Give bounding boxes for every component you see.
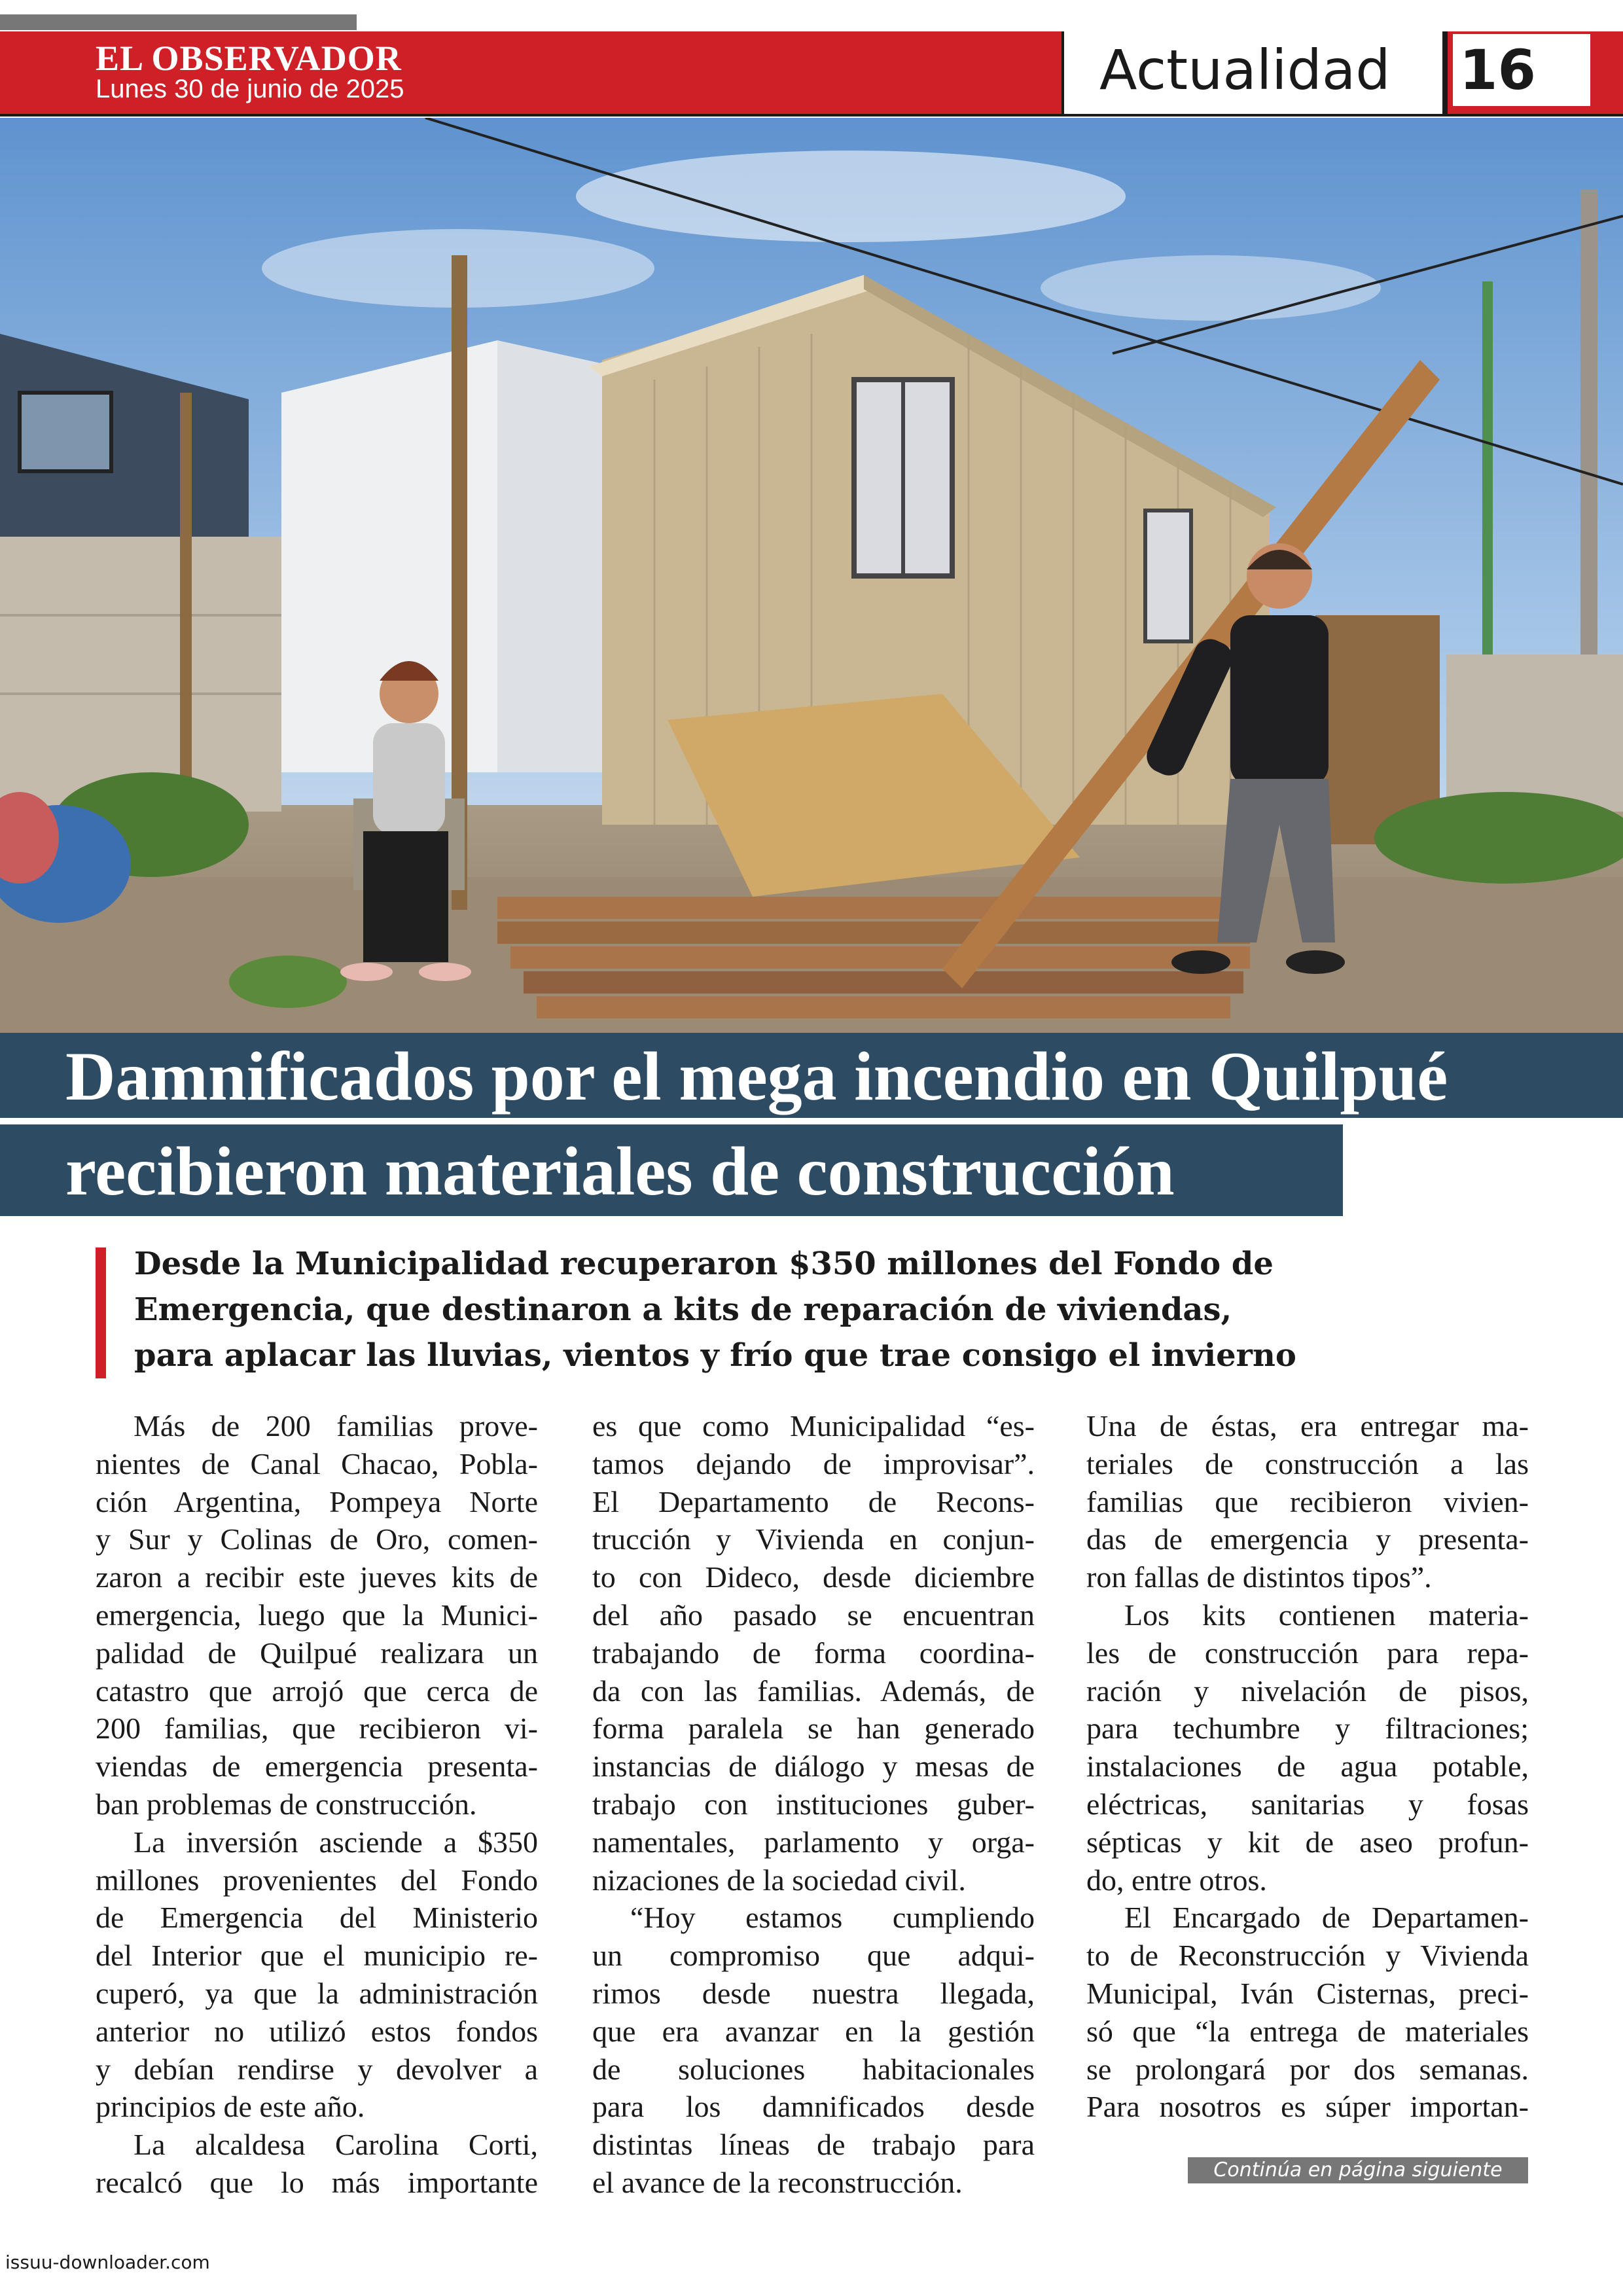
article-photo xyxy=(0,118,1623,1033)
body-line: millones provenientes del Fondo xyxy=(96,1863,538,1897)
body-line: del año pasado se encuentran xyxy=(592,1598,1035,1632)
body-line: namentales, parlamento y orga- xyxy=(592,1825,1035,1859)
body-line: emergencia, luego que la Munici- xyxy=(96,1598,538,1632)
body-column-2 xyxy=(592,1407,1035,2202)
headline-line-2: recibieron materiales de construcción xyxy=(65,1133,1175,1210)
body-line: Más de 200 familias prove- xyxy=(134,1409,538,1443)
body-line: para techumbre y filtraciones; xyxy=(1086,1712,1529,1746)
body-line: instancias de diálogo y mesas de xyxy=(592,1749,1035,1784)
body-line: ban problemas de construcción. xyxy=(96,1787,477,1821)
body-line: nizaciones de la sociedad civil. xyxy=(592,1863,966,1897)
body-line: del Interior que el municipio re- xyxy=(96,1939,538,1973)
body-line: ción Argentina, Pompeya Norte xyxy=(96,1484,538,1518)
body-line: El Encargado de Departamen- xyxy=(1124,1901,1529,1935)
continue-next-page-label: Continúa en página siguiente xyxy=(1188,2157,1528,2183)
body-line: to de Reconstrucción y Vivienda xyxy=(1086,1939,1529,1973)
body-line: el avance de la reconstrucción. xyxy=(592,2165,963,2199)
deck-line: para aplacar las lluvias, vientos y frío que trae consigo el invierno xyxy=(134,1337,1296,1374)
body-line: Para nosotros es súper importan- xyxy=(1086,2090,1529,2124)
photo-illustration xyxy=(0,118,1623,1033)
headline-line-1: Damnificados por el mega incendio en Quilpué xyxy=(65,1038,1448,1115)
page-number: 16 xyxy=(1453,34,1590,106)
body-line: familias que recibieron vivien- xyxy=(1086,1484,1529,1518)
body-line: cuperó, ya que la administración xyxy=(96,1976,538,2010)
body-line: sépticas y kit de aseo profun- xyxy=(1086,1825,1529,1859)
issue-date: Lunes 30 de junio de 2025 xyxy=(96,75,404,103)
body-line: zaron a recibir este jueves kits de xyxy=(96,1560,538,1594)
body-line: ración y nivelación de pisos, xyxy=(1086,1674,1529,1708)
deck-accent-bar xyxy=(96,1247,106,1378)
deck-line: Desde la Municipalidad recuperaron $350 millones del Fondo de xyxy=(134,1246,1274,1282)
section-name: Actualidad xyxy=(1099,38,1391,102)
body-line: teriales de construcción a las xyxy=(1086,1446,1529,1480)
body-line: 200 familias, que recibieron vi- xyxy=(96,1712,538,1746)
body-line: catastro que arrojó que cerca de xyxy=(96,1674,538,1708)
body-line: recalcó que lo más importante xyxy=(96,2165,538,2199)
body-line: trabajo con instituciones guber- xyxy=(592,1787,1035,1821)
body-line: La inversión asciende a $350 xyxy=(134,1825,538,1859)
body-line: de Emergencia del Ministerio xyxy=(96,1901,538,1935)
body-column-3 xyxy=(1086,1407,1529,2126)
body-line: les de construcción para repa- xyxy=(1086,1636,1529,1670)
body-line: ron fallas de distintos tipos”. xyxy=(1086,1560,1432,1594)
body-line: trucción y Vivienda en conjun- xyxy=(592,1522,1035,1556)
body-line: Municipal, Iván Cisternas, preci- xyxy=(1086,1976,1529,2010)
body-line: es que como Municipalidad “es- xyxy=(592,1409,1035,1443)
body-line: viendas de emergencia presenta- xyxy=(96,1749,538,1784)
body-line: un compromiso que adqui- xyxy=(592,1939,1035,1973)
article-deck xyxy=(134,1241,1561,1378)
body-line: palidad de Quilpué realizara un xyxy=(96,1636,538,1670)
body-line: para los damnificados desde xyxy=(592,2090,1035,2124)
body-line: “Hoy estamos cumpliendo xyxy=(630,1901,1035,1935)
body-line: rimos desde nuestra llegada, xyxy=(592,1976,1035,2010)
body-line: tamos dejando de improvisar”. xyxy=(592,1446,1035,1480)
body-line: La alcaldesa Carolina Corti, xyxy=(134,2128,538,2162)
body-line: forma paralela se han generado xyxy=(592,1712,1035,1746)
watermark-text: issuu-downloader.com xyxy=(5,2251,210,2273)
body-line: se prolongará por dos semanas. xyxy=(1086,2052,1529,2086)
body-line: só que “la entrega de materiales xyxy=(1086,2014,1529,2048)
body-column-1 xyxy=(96,1407,538,2202)
body-line: anterior no utilizó estos fondos xyxy=(96,2014,538,2048)
newspaper-name: EL OBSERVADOR xyxy=(96,39,402,78)
body-line: das de emergencia y presenta- xyxy=(1086,1522,1529,1556)
top-grey-bar xyxy=(0,14,357,30)
body-line: trabajando de forma coordina- xyxy=(592,1636,1035,1670)
body-line: principios de este año. xyxy=(96,2090,365,2124)
body-line: y Sur y Colinas de Oro, comen- xyxy=(96,1522,538,1556)
body-line: instalaciones de agua potable, xyxy=(1086,1749,1529,1784)
body-line: El Departamento de Recons- xyxy=(592,1484,1035,1518)
body-line: Los kits contienen materia- xyxy=(1124,1598,1529,1632)
body-line: de soluciones habitacionales xyxy=(592,2052,1035,2086)
body-line: to con Dideco, desde diciembre xyxy=(592,1560,1035,1594)
body-line: distintas líneas de trabajo para xyxy=(592,2128,1035,2162)
body-line: nientes de Canal Chacao, Pobla- xyxy=(96,1446,538,1480)
body-line: y debían rendirse y devolver a xyxy=(96,2052,538,2086)
body-line: que era avanzar en la gestión xyxy=(592,2014,1035,2048)
body-line: Una de éstas, era entregar ma- xyxy=(1086,1409,1529,1443)
body-line: do, entre otros. xyxy=(1086,1863,1267,1897)
deck-line: Emergencia, que destinaron a kits de reparación de viviendas, xyxy=(134,1291,1232,1328)
body-line: eléctricas, sanitarias y fosas xyxy=(1086,1787,1529,1821)
body-line: da con las familias. Además, de xyxy=(592,1674,1035,1708)
page-divider xyxy=(1442,31,1448,114)
